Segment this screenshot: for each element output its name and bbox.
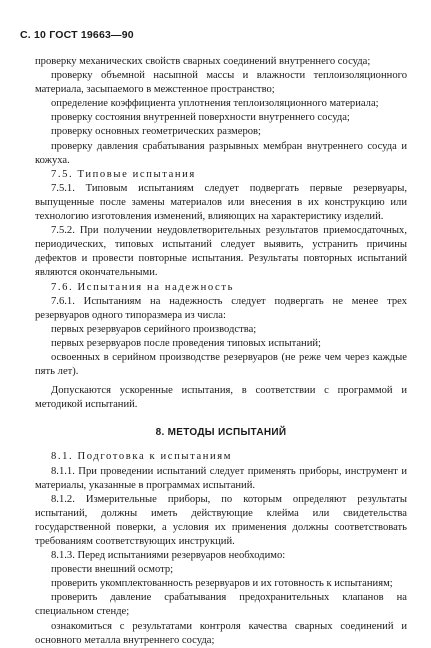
list-item: первых резервуаров после проведения типовых испытаний; bbox=[51, 337, 321, 349]
list-item: провести внешний осмотр; bbox=[51, 564, 174, 576]
section-title: 8. МЕТОДЫ ИСПЫТАНИЙ bbox=[155, 427, 287, 439]
paragraph: определение коэффициента уплотнения теплоизоляционного материала; bbox=[51, 98, 379, 110]
paragraph: проверку основных геометрических размеров; bbox=[51, 126, 261, 138]
paragraph: 8.1.2. Измерительные приборы, по которым определяют результаты испытаний, должны иметь действующие клейма или свидетельства государственной поверки, а условия их применения должны соответствовать требованиям соответствующих инструкций. bbox=[35, 493, 407, 547]
list-item: ознакомиться с результатами контроля качества сварных соединений и основного металла внутреннего сосуда; bbox=[35, 620, 407, 646]
paragraph: проверку давления срабатывания разрывных мембран внутреннего сосуда и кожуха. bbox=[35, 140, 407, 166]
paragraph: 8.1.3. Перед испытаниями резервуаров необходимо: bbox=[51, 550, 286, 562]
paragraph: проверку механических свойств сварных соединений внутреннего сосуда; bbox=[35, 56, 371, 67]
subsection-heading: 8.1. Подготовка к испытаниям bbox=[51, 451, 233, 463]
paragraph: 7.5.1. Типовым испытаниям следует подвергать первые резервуары, выпущенные после замены материалов или внесения в их конструкцию или технологию изготовления изменений, влияющих на характеристику изделий. bbox=[35, 182, 407, 223]
page-header: С. 10 ГОСТ 19663—90 bbox=[20, 29, 134, 41]
list-item: проверить укомплектованность резервуаров и их готовность к испытаниям; bbox=[51, 578, 393, 590]
subsection-heading: 7.5. Типовые испытания bbox=[51, 168, 196, 180]
paragraph: 7.5.2. При получении неудовлетворительных результатов приемосдаточных, периодических, типовых испытаний следует выявить, устранить причины дефектов и провести повторные испытания. Результаты повторных испытаний являются окончательными. bbox=[35, 225, 407, 279]
list-item: освоенных в серийном производстве резервуаров (не реже чем через каждые пять лет). bbox=[35, 351, 407, 378]
paragraph: проверку объемной насыпной массы и влажности теплоизоляционного материала, засыпаемого в межстенное пространство; bbox=[35, 70, 407, 96]
list-item: проверить давление срабатывания предохранительных клапанов на специальном стенде; bbox=[35, 592, 407, 618]
paragraph: 7.6.1. Испытаниям на надежность следует подвергать не менее трех резервуаров одного типоразмера из числа: bbox=[35, 295, 407, 321]
paragraph: 8.1.1. При проведении испытаний следует применять приборы, инструмент и материалы, указанные в программах испытаний. bbox=[35, 465, 407, 491]
paragraph: проверку состояния внутренней поверхности внутреннего сосуда; bbox=[51, 112, 350, 124]
list-item: первых резервуаров серийного производства; bbox=[51, 323, 257, 335]
subsection-heading: 7.6. Испытания на надежность bbox=[51, 281, 234, 293]
body-text bbox=[35, 55, 407, 648]
paragraph: Допускаются ускоренные испытания, в соответствии с программой и методикой испытаний. bbox=[35, 385, 407, 411]
